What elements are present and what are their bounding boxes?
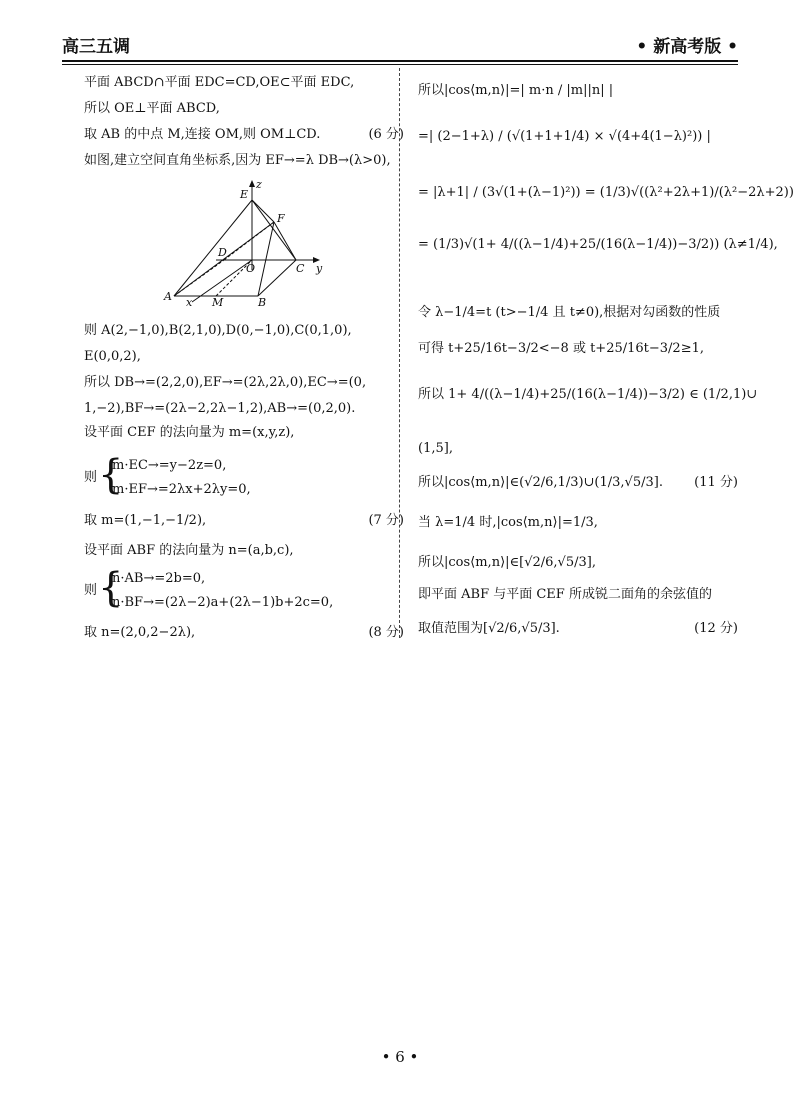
text-line: E(0,0,2), (84, 349, 141, 364)
header-rule-thin (62, 64, 738, 65)
score-marker: (12 分) (694, 621, 738, 636)
text-line: = (1/3)√(1+ 4/((λ−1/4)+25/(16(λ−1/4))−3/2)) (λ≠1/4), (418, 237, 778, 252)
text-line: (1,5], (418, 441, 453, 456)
score-marker: (8 分) (368, 625, 404, 640)
equation-line: n·AB→=2b=0, (112, 571, 206, 586)
score-marker: (6 分) (368, 127, 404, 142)
page-header (62, 30, 738, 60)
text-line: 即平面 ABF 与平面 CEF 所成锐二面角的余弦值的 (418, 587, 712, 602)
label-E: E (240, 188, 249, 201)
score-marker: (11 分) (694, 475, 738, 490)
label-x: x (186, 296, 193, 307)
text-line: 所以|cos⟨m,n⟩|∈[√2/6,√5/3], (418, 555, 596, 570)
text-line: 取 AB 的中点 M,连接 OM,则 OM⊥CD. (6 分) (84, 127, 404, 142)
text-line: 所以 OE⊥平面 ABCD, (84, 101, 220, 116)
header-rule (62, 60, 738, 62)
text-line: 如图,建立空间直角坐标系,因为 EF→=λ DB→(λ>0), (84, 153, 391, 168)
text-line: 当 λ=1/4 时,|cos⟨m,n⟩|=1/3, (418, 515, 598, 530)
text-line: 则 A(2,−1,0),B(2,1,0),D(0,−1,0),C(0,1,0), (84, 323, 352, 338)
text-line: 令 λ−1/4=t (t>−1/4 且 t≠0),根据对勾函数的性质 (418, 305, 721, 320)
then-label: 则 (84, 470, 98, 485)
text-line: 所以|cos⟨m,n⟩|∈(√2/6,1/3)∪(1/3,√5/3]. (11 分) (418, 475, 738, 490)
text-line: 取 n=(2,0,2−2λ), (8 分) (84, 625, 404, 640)
equation-line: m·EF→=2λx+2λy=0, (112, 482, 251, 497)
label-O: O (246, 262, 256, 275)
label-F: F (277, 212, 285, 225)
text-line: 所以 DB→=(2,2,0),EF→=(2λ,2λ,0),EC→=(0, (84, 375, 367, 390)
geometry-figure (156, 172, 336, 307)
label-A: A (164, 290, 172, 303)
text-line: = |λ+1| / (3√(1+(λ−1)²)) = (1/3)√((λ²+2λ+1)/(λ²−2λ+2)) (418, 185, 794, 200)
equation-line: m·EC→=y−2z=0, (112, 458, 227, 473)
text-line: 取值范围为[√2/6,√5/3]. (12 分) (418, 621, 738, 636)
label-M: M (212, 296, 224, 307)
header-title: 高三五调 (62, 37, 130, 57)
text-line: 1,−2),BF→=(2λ−2,2λ−1,2),AB→=(0,2,0). (84, 401, 356, 416)
equation-line: n·BF→=(2λ−2)a+(2λ−1)b+2c=0, (112, 595, 334, 610)
text-line: =| (2−1+λ) / (√(1+1+1/4) × √(4+4(1−λ)²)) | (418, 129, 711, 144)
label-y: y (316, 262, 323, 275)
header-edition: • 新高考版 • (636, 37, 738, 57)
page-number: • 6 • (381, 1048, 419, 1066)
label-B: B (258, 296, 267, 307)
label-C: C (296, 262, 305, 275)
label-z: z (256, 178, 262, 191)
text-line: 可得 t+25/16t−3/2<−8 或 t+25/16t−3/2≥1, (418, 341, 704, 356)
text-line: 取 m=(1,−1,−1/2), (7 分) (84, 513, 404, 528)
text-line: 平面 ABCD∩平面 EDC=CD,OE⊂平面 EDC, (84, 75, 355, 90)
text-line: 设平面 CEF 的法向量为 m=(x,y,z), (84, 425, 295, 440)
text-line: 设平面 ABF 的法向量为 n=(a,b,c), (84, 543, 294, 558)
label-D: D (218, 246, 227, 259)
text-line: 所以|cos⟨m,n⟩|=| m·n / |m||n| | (418, 83, 614, 98)
score-marker: (7 分) (368, 513, 404, 528)
then-label: 则 (84, 583, 98, 598)
text-line: 所以 1+ 4/((λ−1/4)+25/(16(λ−1/4))−3/2) ∈ (1/2,1)∪ (418, 387, 758, 402)
